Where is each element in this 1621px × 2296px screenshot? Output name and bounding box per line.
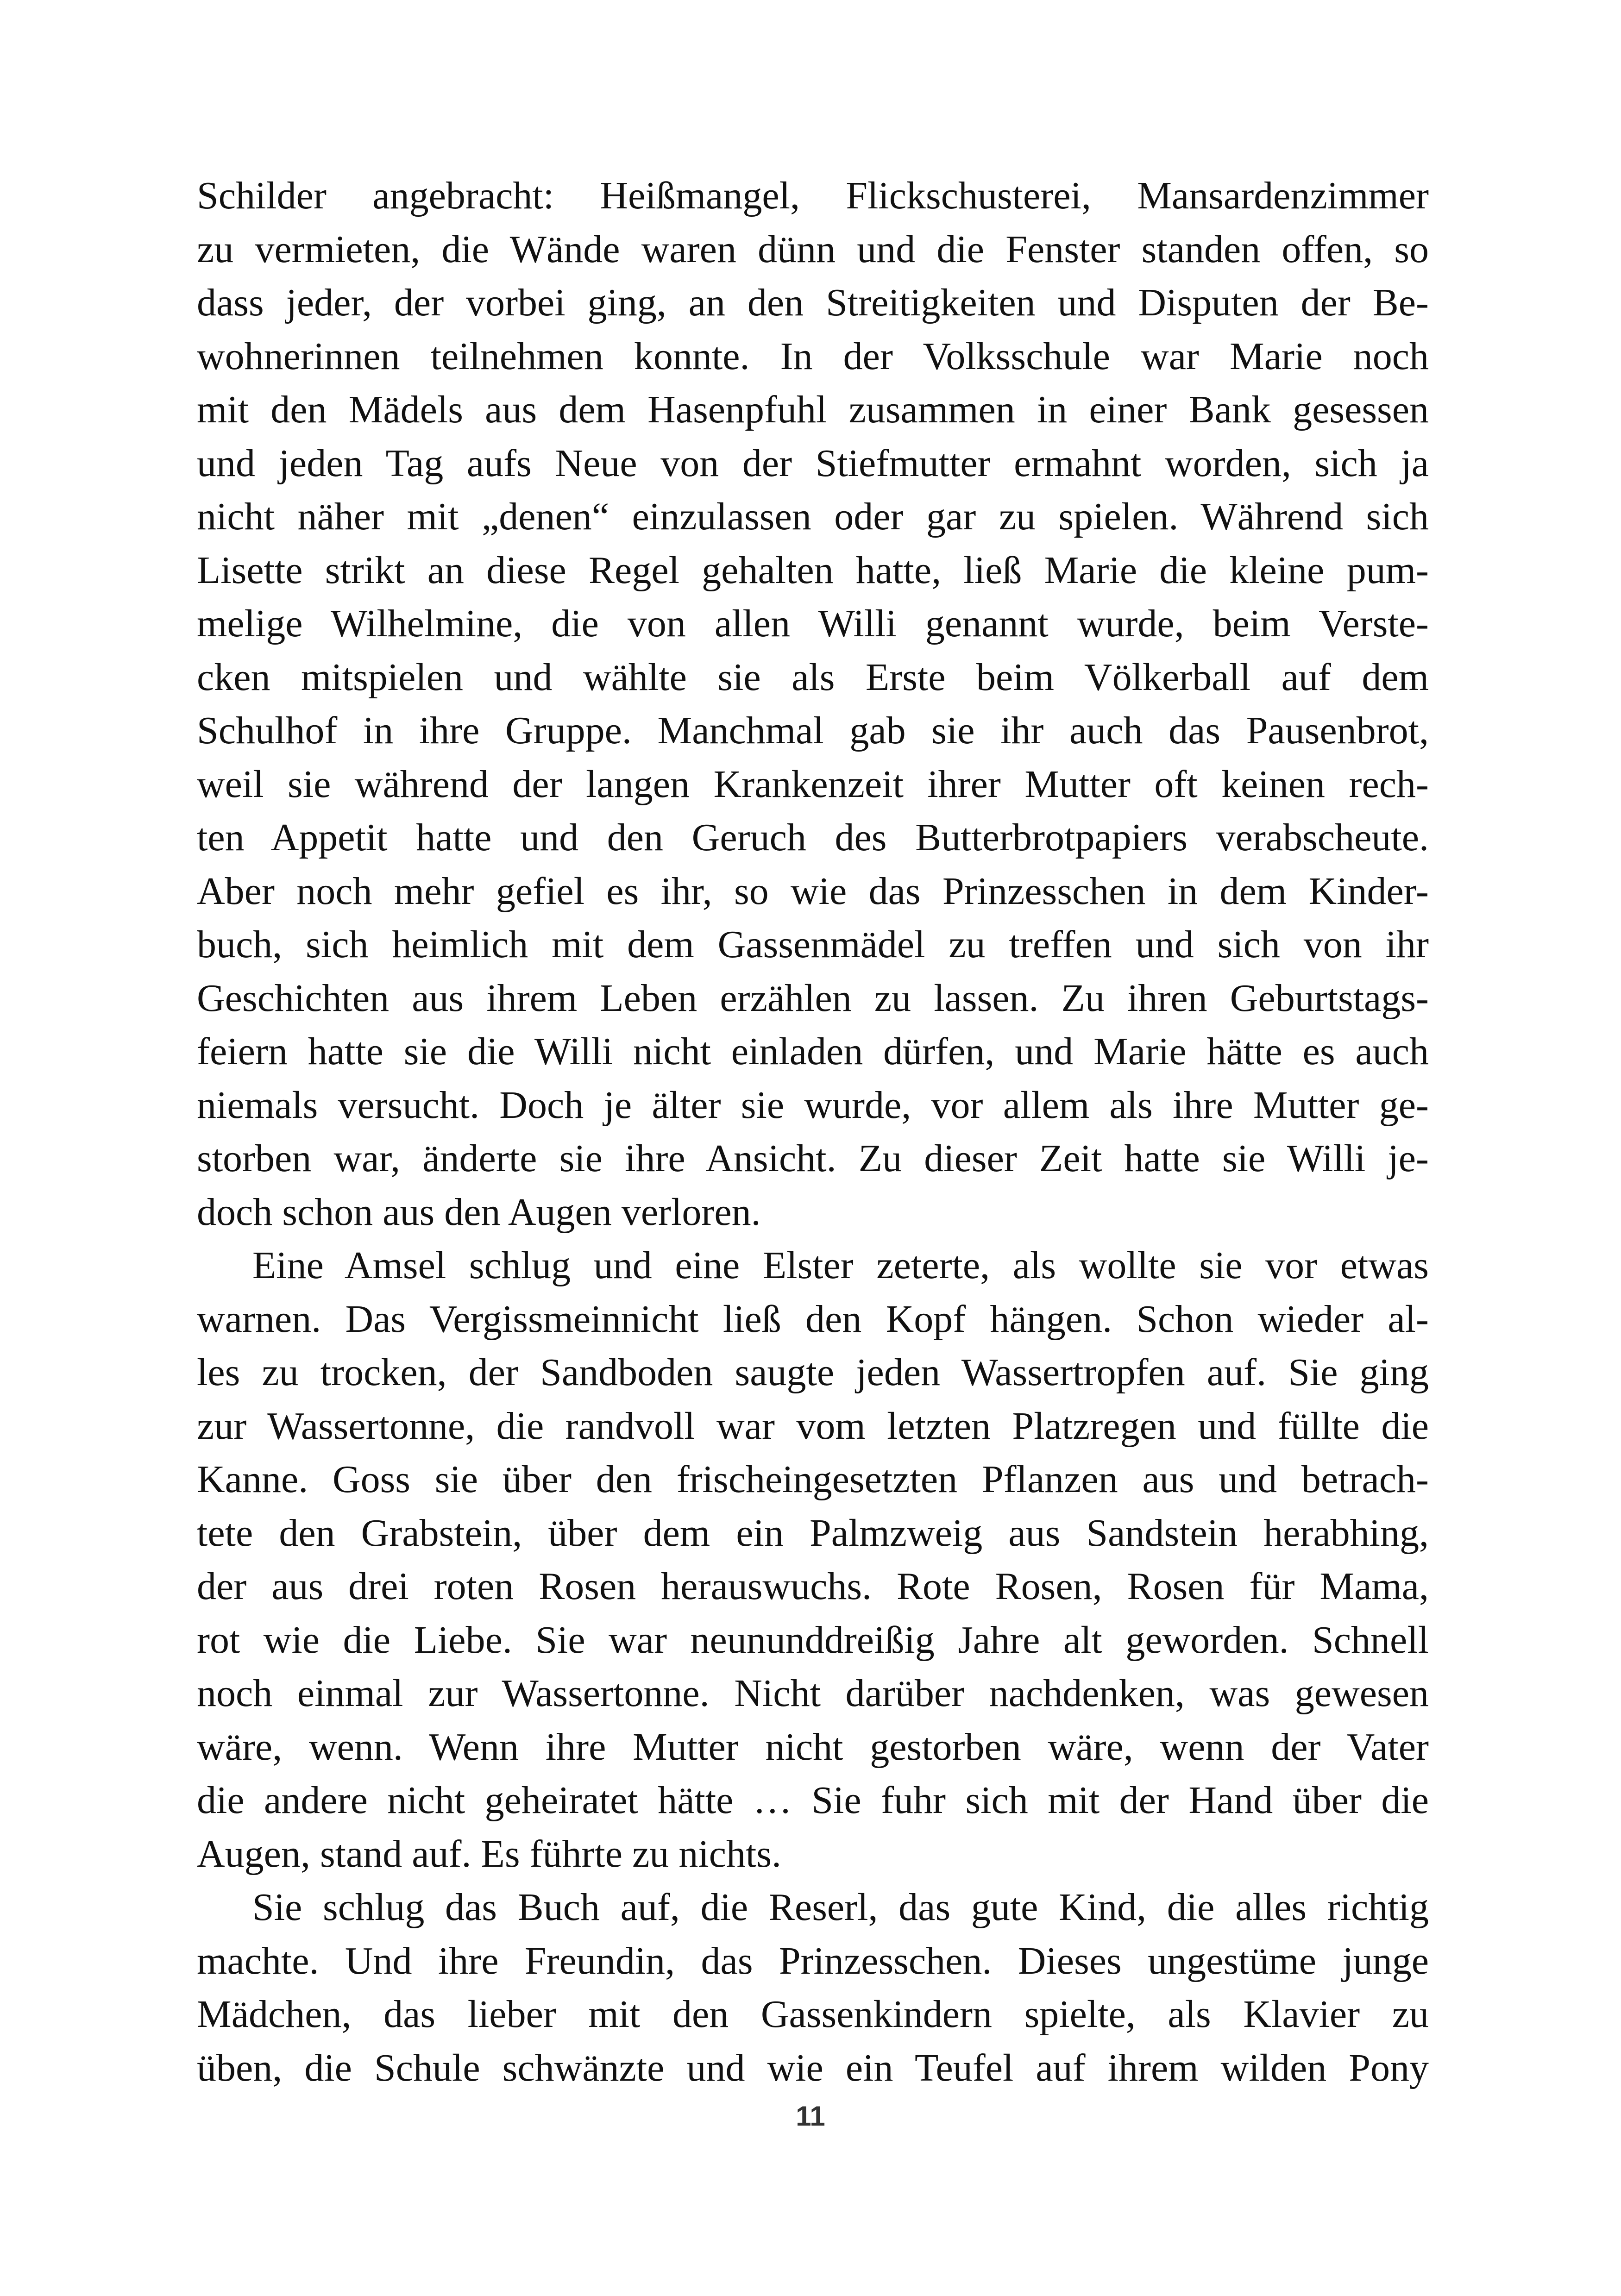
text-line: Schilder angebracht: Heißmangel, Flickschusterei, Mansardenzimmer: [197, 174, 1429, 217]
text-line: Sie schlug das Buch auf, die Reserl, das gute Kind, die alles richtig: [252, 1886, 1429, 1929]
text-line: zu vermieten, die Wände waren dünn und die Fenster standen offen, so: [197, 227, 1429, 271]
text-line: wäre, wenn. Wenn ihre Mutter nicht gestorben wäre, wenn der Vater: [197, 1725, 1429, 1769]
text-line: Schulhof in ihre Gruppe. Manchmal gab sie ihr auch das Pausenbrot,: [197, 709, 1429, 752]
text-line: Mädchen, das lieber mit den Gassenkindern spielte, als Klavier zu: [197, 1993, 1429, 2036]
text-line: buch, sich heimlich mit dem Gassenmädel zu treffen und sich von ihr: [197, 923, 1429, 966]
text-line: und jeden Tag aufs Neue von der Stiefmutter ermahnt worden, sich ja: [197, 441, 1429, 485]
text-line: dass jeder, der vorbei ging, an den Streitigkeiten und Disputen der Be-: [197, 281, 1429, 324]
text-line: feiern hatte sie die Willi nicht einladen dürfen, und Marie hätte es auch: [197, 1030, 1429, 1073]
text-line: mit den Mädels aus dem Hasenpfuhl zusammen in einer Bank gesessen: [197, 388, 1429, 431]
body-text: [197, 169, 1429, 2095]
text-line: cken mitspielen und wählte sie als Erste beim Völkerball auf dem: [197, 655, 1429, 699]
text-line: nicht näher mit „denen“ einzulassen oder gar zu spielen. Während sich: [197, 495, 1429, 538]
text-line: Lisette strikt an diese Regel gehalten hatte, ließ Marie die kleine pum-: [197, 548, 1429, 592]
page-number: 11: [796, 2101, 825, 2132]
text-line: tete den Grabstein, über dem ein Palmzweig aus Sandstein herabhing,: [197, 1511, 1429, 1555]
text-line: noch einmal zur Wassertonne. Nicht darüber nachdenken, was gewesen: [197, 1672, 1429, 1715]
text-line: rot wie die Liebe. Sie war neununddreißig Jahre alt geworden. Schnell: [197, 1618, 1429, 1662]
text-line: les zu trocken, der Sandboden saugte jeden Wassertropfen auf. Sie ging: [197, 1351, 1429, 1394]
text-line: niemals versucht. Doch je älter sie wurde, vor allem als ihre Mutter ge-: [197, 1083, 1429, 1127]
text-line: Kanne. Goss sie über den frischeingesetzten Pflanzen aus und betrach-: [197, 1458, 1429, 1501]
text-line: üben, die Schule schwänzte und wie ein Teufel auf ihrem wilden Pony: [197, 2046, 1429, 2089]
text-line: Aber noch mehr gefiel es ihr, so wie das Prinzesschen in dem Kinder-: [197, 869, 1429, 913]
paragraph: [197, 169, 1429, 1239]
text-line: die andere nicht geheiratet hätte … Sie fuhr sich mit der Hand über die: [197, 1779, 1429, 1822]
text-line: wohnerinnen teilnehmen konnte. In der Volksschule war Marie noch: [197, 334, 1429, 378]
text-line: weil sie während der langen Krankenzeit ihrer Mutter oft keinen rech-: [197, 762, 1429, 806]
text-line: ten Appetit hatte und den Geruch des Butterbrotpapiers verabscheute.: [197, 816, 1429, 859]
text-line: der aus drei roten Rosen herauswuchs. Rote Rosen, Rosen für Mama,: [197, 1565, 1429, 1608]
text-line: Eine Amsel schlug und eine Elster zeterte, als wollte sie vor etwas: [252, 1244, 1429, 1287]
text-line: melige Wilhelmine, die von allen Willi genannt wurde, beim Verste-: [197, 602, 1429, 645]
text-line: Augen, stand auf. Es führte zu nichts.: [197, 1832, 782, 1876]
text-line: Geschichten aus ihrem Leben erzählen zu lassen. Zu ihren Geburtstags-: [197, 976, 1429, 1020]
text-line: machte. Und ihre Freundin, das Prinzesschen. Dieses ungestüme junge: [197, 1939, 1429, 1982]
text-line: storben war, änderte sie ihre Ansicht. Zu dieser Zeit hatte sie Willi je-: [197, 1137, 1429, 1180]
text-line: doch schon aus den Augen verloren.: [197, 1190, 761, 1234]
paragraph: [197, 1239, 1429, 1881]
text-line: zur Wassertonne, die randvoll war vom letzten Platzregen und füllte die: [197, 1404, 1429, 1448]
paragraph: [197, 1881, 1429, 2095]
text-line: warnen. Das Vergissmeinnicht ließ den Kopf hängen. Schon wieder al-: [197, 1297, 1429, 1341]
